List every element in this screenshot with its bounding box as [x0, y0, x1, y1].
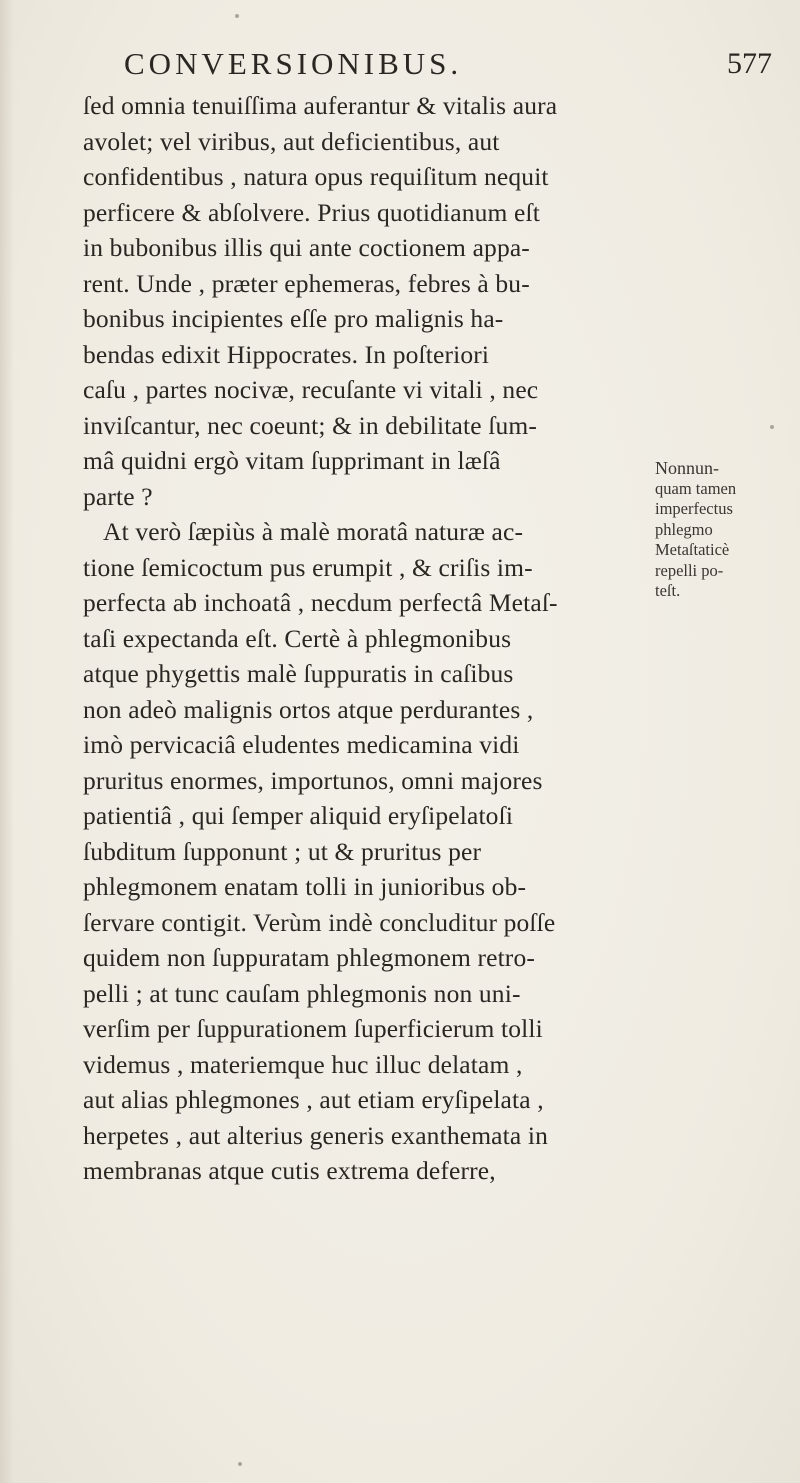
text-line: verſim per ſuppurationem ſuperficierum tolli — [83, 1014, 543, 1043]
running-head — [0, 44, 800, 84]
text-line: caſu , partes nocivæ, recuſante vi vitali , nec — [83, 375, 539, 404]
text-line: pelli ; at tunc cauſam phlegmonis non uni- — [83, 978, 521, 1008]
text-line: ſervare contigit. Verùm indè concluditur poſſe — [83, 907, 556, 937]
text-line: pruritus enormes, importunos, omni majores — [83, 765, 543, 795]
text-line: bonibus incipientes eſſe pro malignis ha- — [83, 304, 504, 333]
text-line: membranas atque cutis extrema deferre, — [83, 1156, 496, 1185]
text-line: imò pervicaciâ eludentes medicamina vidi — [83, 730, 520, 759]
text-line: taſi expectanda eſt. Certè à phlegmonibus — [83, 623, 512, 653]
text-line: confidentibus , natura opus requiſitum nequit — [83, 162, 549, 191]
text-line: herpetes , aut alterius generis exanthemata in — [83, 1120, 549, 1150]
text-line: atque phygettis malè ſuppuratis in caſibus — [83, 659, 514, 688]
text-line: bendas edixit Hippocrates. In poſteriori — [83, 339, 490, 369]
marginal-note-line: teſt. — [655, 581, 681, 600]
paper-speck — [770, 425, 774, 429]
marginal-note-line: Nonnun- — [655, 458, 719, 478]
marginal-note — [655, 458, 795, 602]
text-line: perfecta ab inchoatâ , necdum perfectâ Metaſ- — [83, 588, 558, 617]
text-line: rent. Unde , præter ephemeras, febres à bu- — [83, 268, 530, 298]
text-line: mâ quidni ergò vitam ſupprimant in læſâ — [83, 446, 501, 475]
page-number: 577 — [727, 47, 772, 80]
text-line: videmus , materiemque huc illuc delatam , — [83, 1049, 523, 1079]
marginal-note-line: quam tamen — [655, 478, 737, 498]
marginal-note-line: Metaſtaticè — [655, 540, 730, 559]
paper-speck — [238, 1462, 242, 1466]
text-line: ſed omnia tenuiſſima auferantur & vitalis aura — [83, 91, 558, 120]
text-line: aut alias phlegmones , aut etiam eryſipelata , — [83, 1085, 544, 1114]
text-line: parte ? — [83, 481, 153, 511]
text-line: avolet; vel viribus, aut deficientibus, aut — [83, 126, 500, 156]
text-line: inviſcantur, nec coeunt; & in debilitate ſum- — [83, 410, 537, 440]
marginal-note-line: phlegmo — [655, 519, 713, 539]
marginal-note-line: repelli po- — [655, 560, 724, 580]
body-text — [83, 88, 643, 1189]
text-line: patientiâ , qui ſemper aliquid eryſipelatoſi — [83, 801, 514, 830]
text-line: perficere & abſolvere. Prius quotidianum eſt — [83, 197, 540, 227]
text-line: quidem non ſuppuratam phlegmonem retro- — [83, 943, 535, 972]
running-title: CONVERSIONIBUS. — [124, 46, 463, 81]
text-line: phlegmonem enatam tolli in junioribus ob- — [83, 872, 527, 901]
text-line: At verò ſæpiùs à malè moratâ naturæ ac- — [103, 517, 524, 546]
text-line: non adeò malignis ortos atque perdurantes , — [83, 694, 534, 724]
spine-shadow — [0, 0, 14, 1483]
paper-speck — [235, 14, 239, 18]
marginal-note-line: imperfectus — [655, 499, 733, 518]
text-line: in bubonibus illis qui ante coctionem appa- — [83, 233, 530, 262]
text-line: tione ſemicoctum pus erumpit , & criſis im- — [83, 552, 533, 582]
text-line: ſubditum ſupponunt ; ut & pruritus per — [83, 836, 482, 866]
